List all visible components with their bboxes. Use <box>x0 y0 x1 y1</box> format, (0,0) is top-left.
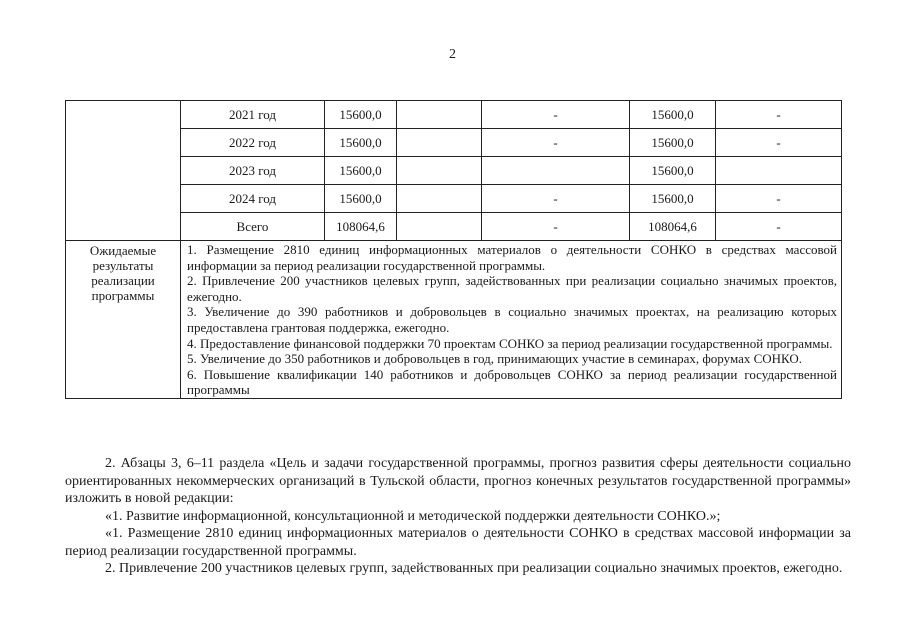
year-cell: Всего <box>181 213 325 241</box>
value-cell: - <box>716 129 842 157</box>
table-row <box>66 157 842 185</box>
value-cell <box>397 101 482 129</box>
list-item: 6. Повышение квалификации 140 работников и добровольцев СОНКО за период реализации государственной программы <box>187 366 837 398</box>
total-cell: 15600,0 <box>325 129 397 157</box>
results-label: Ожидаемые результаты реализации программы <box>66 241 181 399</box>
list-item: 2. Привлечение 200 участников целевых групп, задействованных при реализации социально значимых проектов, ежегодно. <box>187 273 837 304</box>
paragraph: «1. Размещение 2810 единиц информационных материалов о деятельности СОНКО в средствах массовой информации за период реализации государственной программы. <box>65 526 851 559</box>
table-row <box>66 213 842 241</box>
funding-table <box>65 100 842 399</box>
value-cell: - <box>482 185 630 213</box>
value-cell <box>397 157 482 185</box>
value-cell <box>397 129 482 157</box>
list-item: 1. Размещение 2810 единиц информационных материалов о деятельности СОНКО в средствах массовой информации за период реализации государственной программы. <box>187 242 837 273</box>
year-cell: 2024 год <box>181 185 325 213</box>
value-cell: 15600,0 <box>630 101 716 129</box>
list-item: 5. Увеличение до 350 работников и добровольцев в год, принимающих участие в семинарах, форумах СОНКО. <box>187 351 803 367</box>
table-row-results <box>66 241 842 399</box>
value-cell <box>397 213 482 241</box>
list-item: 3. Увеличение до 390 работников и добровольцев в социально значимых проектах, на реализацию которых предоставлена грантовая поддержка, ежегодно. <box>187 304 837 335</box>
total-cell: 15600,0 <box>325 157 397 185</box>
list-item: 4. Предоставление финансовой поддержки 70 проектам СОНКО за период реализации государственной программы. <box>187 335 833 351</box>
value-cell: 15600,0 <box>630 129 716 157</box>
total-cell: 15600,0 <box>325 101 397 129</box>
value-cell: - <box>482 213 630 241</box>
value-cell: 108064,6 <box>630 213 716 241</box>
value-cell <box>716 157 842 185</box>
year-cell: 2023 год <box>181 157 325 185</box>
total-cell: 108064,6 <box>325 213 397 241</box>
blank-cell <box>66 101 181 241</box>
table-row <box>66 185 842 213</box>
table-row <box>66 129 842 157</box>
value-cell: - <box>716 185 842 213</box>
total-cell: 15600,0 <box>325 185 397 213</box>
value-cell: - <box>716 213 842 241</box>
value-cell <box>397 185 482 213</box>
value-cell: 15600,0 <box>630 185 716 213</box>
value-cell: 15600,0 <box>630 157 716 185</box>
year-cell: 2021 год <box>181 101 325 129</box>
value-cell: - <box>482 129 630 157</box>
table-row <box>66 101 842 129</box>
value-cell: - <box>482 101 630 129</box>
amendment-text <box>65 455 851 578</box>
results-cell <box>181 241 842 399</box>
value-cell <box>482 157 630 185</box>
paragraph: 2. Привлечение 200 участников целевых групп, задействованных при реализации социально значимых проектов, ежегодно. <box>105 561 843 576</box>
value-cell: - <box>716 101 842 129</box>
year-cell: 2022 год <box>181 129 325 157</box>
paragraph: «1. Развитие информационной, консультационной и методической поддержки деятельности СОНКО.»; <box>105 508 721 524</box>
page-number: 2 <box>449 47 456 62</box>
paragraph: 2. Абзацы 3, 6–11 раздела «Цель и задачи государственной программы, прогноз развития сферы деятельности социально ориентированных некоммерческих организаций в Тульской области, прогноз конечных результатов государственной программы» изложить в новой редакции: <box>65 456 851 506</box>
